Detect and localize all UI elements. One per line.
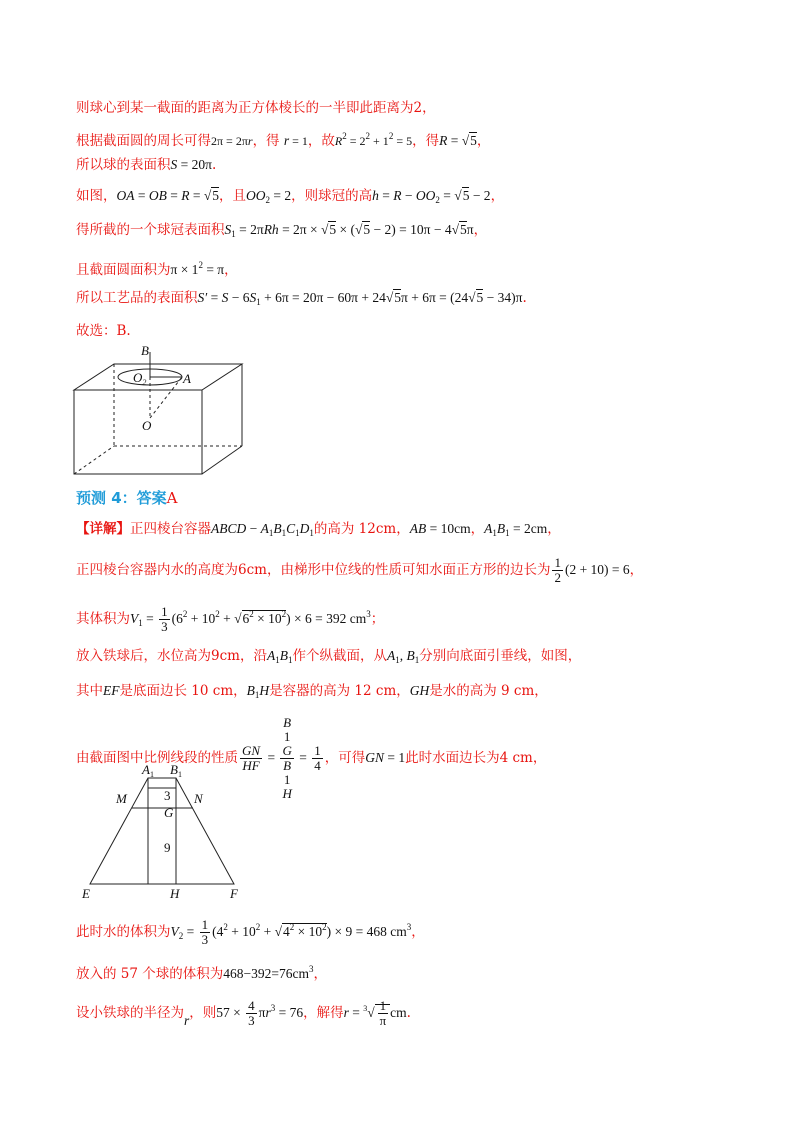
fig1-label-A: A [183,371,191,386]
text-p1: 【详解】正四棱台容器ABCD − $A_1B_1C_1D_1$的高为 12cm，AB = 10cm，$A_1B_1 = 2cm$， [76,521,561,538]
p9-text-c: ，解得 [303,1005,344,1021]
text-line-4: 如图，OA = OB = R = √5，且$OO_2 = 2$，则球冠的高$h = R - OO_2 = √5 - 2$， [76,188,505,205]
fig2-label-E: E [82,886,90,901]
text-p5: 其中EF是底面边长 10 cm，$B_1H$是容器的高为 12 cm，GH是水的高为 9 cm， [76,683,548,700]
p2-text: 正四棱台容器内水的高度为6cm，由梯形中位线的性质可知水面正方形的边长为 [76,562,551,578]
p5-text-c: 是容器的高为 12 cm， [269,683,410,699]
line1-text: 则球心到某一截面的距离为正方体棱长的一半即此距离为2， [76,100,436,116]
math-2pi: 2π = 2πr [211,134,253,148]
p7-text: 此时水的体积为 [76,924,171,940]
line2-text-b: ，得 [252,133,280,149]
text-p7: 此时水的体积为$V_2$ = $\frac{1}{3}$ $(4^2 + 10^2 + √4^2 \times 10^2) \times 9 = 468$ $cm^3$， [76,917,425,947]
text-p3: 其体积为$V_1$ = $\frac{1}{3}$ $(6^2 + 10^2 + √6^2 \times 10^2) \times 6 = 392$ $cm^3$； [76,604,385,634]
p9-text-a: 设小铁球的半径为 [76,1005,184,1021]
text-line-8 [76,321,131,341]
p4-text-b: 作个纵截面，从 [292,648,387,664]
fig1-label-B: B [141,343,149,358]
section-heading [76,487,178,508]
text-line-6: 且截面圆面积为$\pi \times 1^2 = \pi$， [76,260,238,278]
fig2-label-B1: $B_1$ [170,762,182,779]
p8-text: 放入的 57 个球的体积为 [76,966,224,982]
figure-cube-sphere [70,342,250,477]
p1-text-b: 正四棱台容器 [130,521,211,537]
heading-answer: A [166,489,178,507]
text-line-7: 所以工艺品的表面积$S' = S - 6S_1 + 6\pi = 20\pi - 60\pi + 24√5\pi + 6\pi = (24√5 - 34)\pi$. [76,290,527,307]
fig2-label-N: N [194,791,203,806]
fig2-label-A1: $A_1$ [142,762,154,779]
fig2-label-9: 9 [164,840,171,855]
fig2-label-F: F [230,886,238,901]
heading-label: 预测 4：答案 [76,489,167,507]
text-line-1 [76,98,436,118]
p6-text-a: 由截面图中比例线段的性质 [76,750,238,766]
text-p9: 设小铁球的半径为r，则57 × $\frac{4}{3}$ $\pi r^3 = 76$，解得r = $^3$√ $\frac{1}{\pi}$ cm. [76,998,411,1029]
text-p4: 放入铁球后，水位高为9cm，沿$A_1B_1$作个纵截面，从$A_1$, $B_1$分别向底面引垂线，如图， [76,648,582,665]
math-r1: r [283,133,290,148]
p6-text-c: 此时水面边长为4 cm， [405,750,547,766]
fig1-label-O2: $O_2$ [133,370,147,387]
fig1-label-O: O [142,418,152,433]
line4-text-c: ，则球冠的高 [291,188,373,204]
line4-text-b: ，且 [219,188,247,204]
line6-text: 且截面圆面积为 [76,262,171,278]
text-p2: 正四棱台容器内水的高度为6cm，由梯形中位线的性质可知水面正方形的边长为 $\frac{1}{2}$ (2 + 10) = 6， [76,555,644,585]
math-R2: R [334,134,343,148]
p3-text: 其体积为 [76,611,130,627]
line5-text: 得所截的一个球冠表面积 [76,222,225,238]
fig2-label-M: M [116,791,127,806]
p6-text-b: ，可得 [324,750,366,766]
text-line-2: 根据截面圆的周长可得2π = 2πr，得 r = 1，故$R^2 = 2^2 + 1^2 = 5$，得R = √5， [76,131,491,149]
line2-text-d: ，得 [412,133,440,149]
detail-label: 【详解】 [76,521,130,537]
p5-text-d: 是水的高为 9 cm， [429,683,548,699]
text-line-5: 得所截的一个球冠表面积$S_1 = 2\pi Rh = 2\pi \times √5 \times (√5 - 2) = 10\pi - 4√5\pi$， [76,222,488,239]
text-p6: 由截面图中比例线段的性质 $\frac{GN}{HF}$ = B 1 G B 1 H = $\frac{1}{4}$ ，可得GN = 1此时水面边长为4 cm， [76,715,547,801]
fig2-label-G: G [164,805,174,820]
p1-text-c: 的高为 12cm， [313,521,410,537]
fig2-label-3: 3 [164,788,171,803]
line2-text-a: 根据截面圆的周长可得 [76,133,211,149]
p5-text-a: 其中 [76,683,103,699]
fig2-label-H: H [170,886,180,901]
line8-text: 故选：B. [76,323,131,339]
line7-text: 所以工艺品的表面积 [76,290,198,306]
line3-text: 所以球的表面积 [76,157,171,173]
line2-text-c: ，故 [307,133,335,149]
p5-text-b: 是底面边长 10 cm， [119,683,247,699]
figure-trapezoid [76,758,256,902]
p4-text-c: 分别向底面引垂线，如图， [419,648,582,664]
p4-text-a: 放入铁球后，水位高为9cm，沿 [76,648,267,664]
text-p8: 放入的 57 个球的体积为$468-392=76cm^3$， [76,964,327,982]
line4-text-a: 如图， [76,188,117,204]
text-line-3: 所以球的表面积S = 20π. [76,157,217,173]
p9-text-b: ，则 [189,1005,217,1021]
